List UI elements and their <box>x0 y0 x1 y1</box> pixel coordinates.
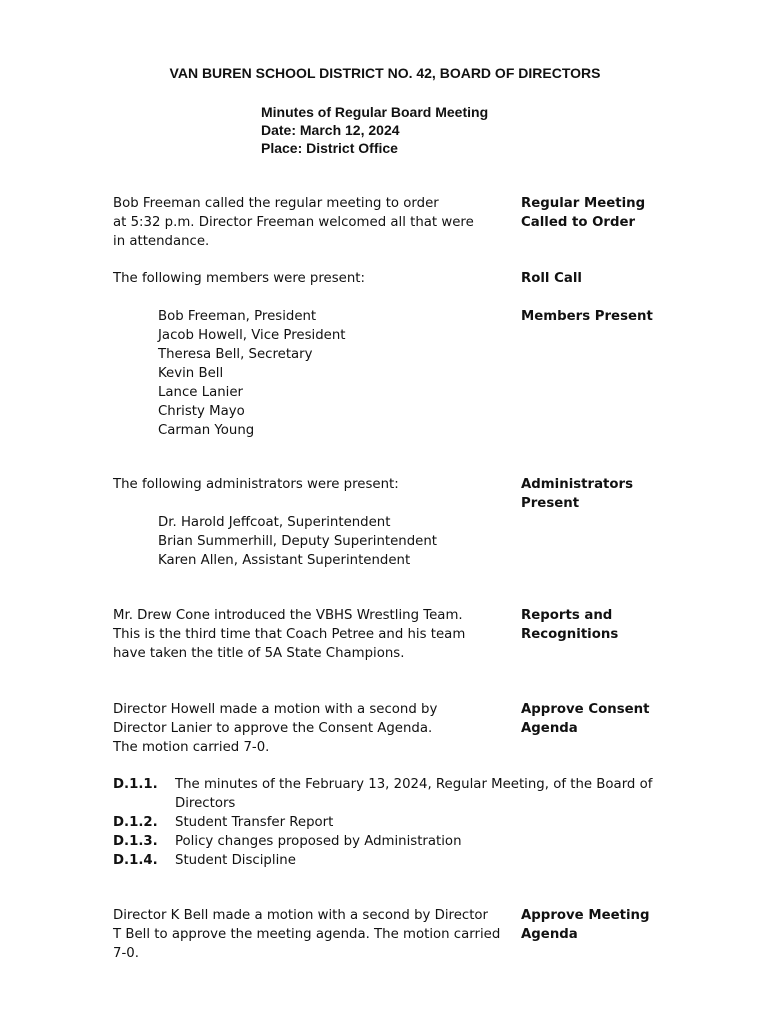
list-item: Kevin Bell <box>158 366 224 381</box>
item-number: D.1.3. <box>113 834 158 849</box>
call-to-order-heading: Regular Meeting Called to Order <box>521 196 646 230</box>
list-item: Bob Freeman, President <box>158 309 317 324</box>
reports-heading: Reports and Recognitions <box>521 608 619 642</box>
item-text: Policy changes proposed by Administration <box>175 834 462 849</box>
consent-heading: Approve Consent Agenda <box>521 702 650 736</box>
roll-call-text: The following members were present: <box>113 271 365 286</box>
list-item: Dr. Harold Jeffcoat, Superintendent <box>158 515 391 530</box>
item-number: D.1.2. <box>113 815 158 830</box>
document-title: VAN BUREN SCHOOL DISTRICT NO. 42, BOARD OF DIRECTORS <box>169 65 601 81</box>
item-number: D.1.1. <box>113 777 158 792</box>
list-item <box>113 813 693 832</box>
consent-text: Director Howell made a motion with a second by Director Lanier to approve the Consent Agenda. The motion carried 7-0. <box>113 702 438 755</box>
meeting-place: Place: District Office <box>261 140 398 156</box>
list-item: Brian Summerhill, Deputy Superintendent <box>158 534 437 549</box>
item-text: Student Discipline <box>175 853 296 868</box>
list-item: Carman Young <box>158 423 255 438</box>
meeting-agenda-text: Director K Bell made a motion with a second by Director T Bell to approve the meeting agenda. The motion carried 7-0. <box>113 908 501 961</box>
administrators-text: The following administrators were present: <box>113 477 399 492</box>
administrators-list <box>158 513 498 570</box>
members-heading: Members Present <box>521 309 653 324</box>
meeting-type: Minutes of Regular Board Meeting <box>261 104 489 120</box>
meeting-info <box>261 103 488 157</box>
consent-items-list <box>113 775 693 870</box>
reports-text: Mr. Drew Cone introduced the VBHS Wrestling Team. This is the third time that Coach Petree and his team have taken the title of 5A State Champions. <box>113 608 466 661</box>
roll-call-heading: Roll Call <box>521 271 582 286</box>
item-number: D.1.4. <box>113 853 158 868</box>
list-item: Karen Allen, Assistant Superintendent <box>158 553 411 568</box>
item-text: Student Transfer Report <box>175 815 334 830</box>
list-item <box>113 775 693 813</box>
list-item: Theresa Bell, Secretary <box>158 347 313 362</box>
meeting-date: Date: March 12, 2024 <box>261 122 400 138</box>
list-item <box>113 851 693 870</box>
list-item: Jacob Howell, Vice President <box>158 328 346 343</box>
list-item: Christy Mayo <box>158 404 245 419</box>
list-item <box>113 832 693 851</box>
item-text: The minutes of the February 13, 2024, Regular Meeting, of the Board of Directors <box>175 777 653 811</box>
list-item: Lance Lanier <box>158 385 244 400</box>
meeting-agenda-heading: Approve Meeting Agenda <box>521 908 650 942</box>
call-to-order-text: Bob Freeman called the regular meeting to order at 5:32 p.m. Director Freeman welcomed all that were in attendance. <box>113 196 474 249</box>
administrators-heading: Administrators Present <box>521 477 634 511</box>
members-list <box>158 307 498 440</box>
